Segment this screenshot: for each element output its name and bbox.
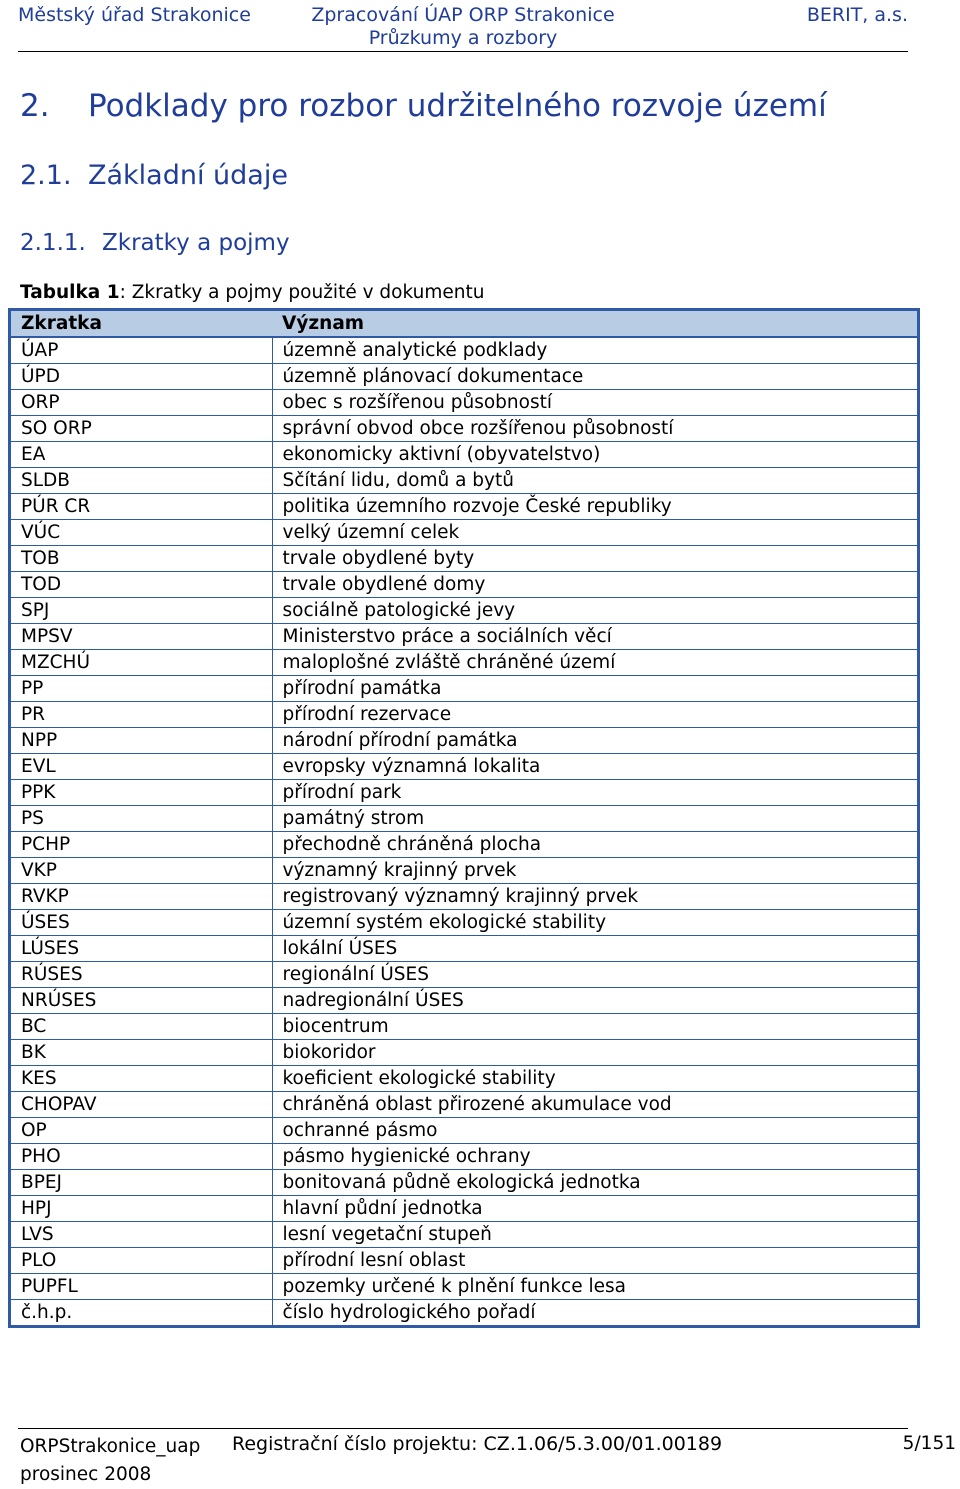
abbreviation-cell: PCHP [11, 832, 272, 858]
meaning-cell: velký územní celek [272, 520, 917, 546]
heading-1-text: Podklady pro rozbor udržitelného rozvoje území [88, 88, 827, 124]
table-row [11, 910, 917, 936]
table-row [11, 1248, 917, 1274]
abbreviation-cell: PPK [11, 780, 272, 806]
meaning-cell: územně plánovací dokumentace [272, 364, 917, 390]
heading-1-number: 2. [20, 88, 50, 124]
meaning-cell: bonitovaná půdně ekologická jednotka [272, 1170, 917, 1196]
table-row [11, 390, 917, 416]
heading-3-number: 2.1.1. [20, 230, 86, 256]
meaning-cell: nadregionální ÚSES [272, 988, 917, 1014]
meaning-cell: Ministerstvo práce a sociálních věcí [272, 624, 917, 650]
abbreviation-cell: RVKP [11, 884, 272, 910]
abbreviation-cell: SLDB [11, 468, 272, 494]
abbreviation-cell: RÚSES [11, 962, 272, 988]
abbreviation-cell: BC [11, 1014, 272, 1040]
table-row [11, 364, 917, 390]
meaning-cell: obec s rozšířenou působností [272, 390, 917, 416]
table-row [11, 832, 917, 858]
meaning-cell: trvale obydlené domy [272, 572, 917, 598]
table-row [11, 1118, 917, 1144]
meaning-cell: pozemky určené k plnění funkce lesa [272, 1274, 917, 1300]
abbreviation-cell: BK [11, 1040, 272, 1066]
abbreviation-cell: NRÚSES [11, 988, 272, 1014]
abbreviation-cell: CHOPAV [11, 1092, 272, 1118]
table-caption [20, 282, 484, 303]
table-row [11, 702, 917, 728]
table-row [11, 754, 917, 780]
table-row [11, 676, 917, 702]
meaning-cell: maloplošné zvláště chráněné území [272, 650, 917, 676]
abbreviation-cell: SO ORP [11, 416, 272, 442]
abbreviation-cell: MZCHÚ [11, 650, 272, 676]
abbreviation-cell: TOD [11, 572, 272, 598]
meaning-cell: evropsky významná lokalita [272, 754, 917, 780]
abbreviation-cell: PS [11, 806, 272, 832]
heading-2-number: 2.1. [20, 160, 72, 191]
table-row [11, 1274, 917, 1300]
column-header-abbreviation: Zkratka [11, 311, 272, 337]
meaning-cell: regionální ÚSES [272, 962, 917, 988]
meaning-cell: památný strom [272, 806, 917, 832]
table-row [11, 1196, 917, 1222]
abbreviation-cell: PUPFL [11, 1274, 272, 1300]
table-row [11, 962, 917, 988]
abbreviation-cell: PP [11, 676, 272, 702]
abbreviation-cell: SPJ [11, 598, 272, 624]
abbreviation-cell: VÚC [11, 520, 272, 546]
abbreviation-cell: ÚSES [11, 910, 272, 936]
meaning-cell: Sčítání lidu, domů a bytů [272, 468, 917, 494]
table-row [11, 1170, 917, 1196]
meaning-cell: přírodní lesní oblast [272, 1248, 917, 1274]
meaning-cell: územní systém ekologické stability [272, 910, 917, 936]
table-header-row [11, 311, 917, 337]
meaning-cell: politika územního rozvoje České republiky [272, 494, 917, 520]
table-row [11, 337, 917, 364]
table-row [11, 988, 917, 1014]
header-divider [18, 51, 908, 52]
meaning-cell: ochranné pásmo [272, 1118, 917, 1144]
abbreviation-cell: OP [11, 1118, 272, 1144]
abbreviation-cell: ORP [11, 390, 272, 416]
table-caption-label: Tabulka 1 [20, 282, 120, 303]
heading-3 [20, 230, 290, 256]
page-header [18, 4, 908, 52]
column-header-meaning: Význam [272, 311, 917, 337]
table-row [11, 650, 917, 676]
table-row [11, 780, 917, 806]
table-row [11, 858, 917, 884]
meaning-cell: biocentrum [272, 1014, 917, 1040]
abbreviation-cell: MPSV [11, 624, 272, 650]
abbreviations-table [8, 308, 920, 1328]
abbreviation-cell: LVS [11, 1222, 272, 1248]
heading-3-text: Zkratky a pojmy [102, 230, 290, 256]
meaning-cell: lokální ÚSES [272, 936, 917, 962]
meaning-cell: významný krajinný prvek [272, 858, 917, 884]
table-row [11, 1066, 917, 1092]
table-row [11, 546, 917, 572]
table-row [11, 936, 917, 962]
heading-2 [20, 160, 288, 191]
footer-divider [18, 1428, 908, 1429]
meaning-cell: pásmo hygienické ochrany [272, 1144, 917, 1170]
meaning-cell: lesní vegetační stupeň [272, 1222, 917, 1248]
footer-project-number: Registrační číslo projektu: CZ.1.06/5.3.00/01.00189 [232, 1433, 723, 1455]
meaning-cell: chráněná oblast přirozené akumulace vod [272, 1092, 917, 1118]
meaning-cell: územně analytické podklady [272, 337, 917, 364]
meaning-cell: hlavní půdní jednotka [272, 1196, 917, 1222]
table-row [11, 520, 917, 546]
footer-date: prosinec 2008 [20, 1464, 152, 1485]
meaning-cell: přechodně chráněná plocha [272, 832, 917, 858]
table-row [11, 572, 917, 598]
heading-2-text: Základní údaje [88, 160, 288, 191]
abbreviation-cell: PR [11, 702, 272, 728]
meaning-cell: trvale obydlené byty [272, 546, 917, 572]
table-row [11, 624, 917, 650]
abbreviation-cell: ÚPD [11, 364, 272, 390]
meaning-cell: přírodní park [272, 780, 917, 806]
abbreviation-cell: PÚR CR [11, 494, 272, 520]
footer-page-number: 5/151 [902, 1433, 956, 1454]
meaning-cell: přírodní památka [272, 676, 917, 702]
meaning-cell: národní přírodní památka [272, 728, 917, 754]
table-caption-text: : Zkratky a pojmy použité v dokumentu [119, 282, 485, 303]
footer-left [20, 1433, 200, 1489]
header-office: Městský úřad Strakonice [18, 4, 251, 26]
table-row [11, 728, 917, 754]
table-row [11, 884, 917, 910]
table-body [11, 337, 917, 1325]
header-company: BERIT, a.s. [806, 4, 908, 26]
footer-filename: ORPStrakonice_uap [20, 1436, 201, 1457]
table-row [11, 494, 917, 520]
abbreviation-cell: č.h.p. [11, 1300, 272, 1326]
meaning-cell: registrovaný významný krajinný prvek [272, 884, 917, 910]
abbreviation-cell: TOB [11, 546, 272, 572]
table-row [11, 1092, 917, 1118]
abbreviation-cell: ÚAP [11, 337, 272, 364]
meaning-cell: správní obvod obce rozšířenou působností [272, 416, 917, 442]
abbreviation-cell: EA [11, 442, 272, 468]
abbreviation-cell: NPP [11, 728, 272, 754]
header-title [18, 4, 908, 50]
meaning-cell: ekonomicky aktivní (obyvatelstvo) [272, 442, 917, 468]
header-title-line1: Zpracování ÚAP ORP Strakonice [311, 4, 615, 26]
meaning-cell: biokoridor [272, 1040, 917, 1066]
abbreviation-cell: KES [11, 1066, 272, 1092]
header-title-line2: Průzkumy a rozbory [368, 27, 558, 49]
table-row [11, 1222, 917, 1248]
table-row [11, 1144, 917, 1170]
table-row [11, 442, 917, 468]
table-row [11, 598, 917, 624]
abbreviation-cell: LÚSES [11, 936, 272, 962]
abbreviation-cell: VKP [11, 858, 272, 884]
abbreviation-cell: PHO [11, 1144, 272, 1170]
meaning-cell: sociálně patologické jevy [272, 598, 917, 624]
table-row [11, 1014, 917, 1040]
table-row [11, 1300, 917, 1326]
table-row [11, 468, 917, 494]
table-row [11, 806, 917, 832]
table-row [11, 416, 917, 442]
meaning-cell: přírodní rezervace [272, 702, 917, 728]
abbreviation-cell: BPEJ [11, 1170, 272, 1196]
abbreviation-cell: HPJ [11, 1196, 272, 1222]
heading-1 [20, 88, 827, 124]
abbreviation-cell: PLO [11, 1248, 272, 1274]
meaning-cell: číslo hydrologického pořadí [282, 1302, 536, 1323]
abbreviation-cell: EVL [11, 754, 272, 780]
meaning-cell: koeficient ekologické stability [272, 1066, 917, 1092]
table-row [11, 1040, 917, 1066]
